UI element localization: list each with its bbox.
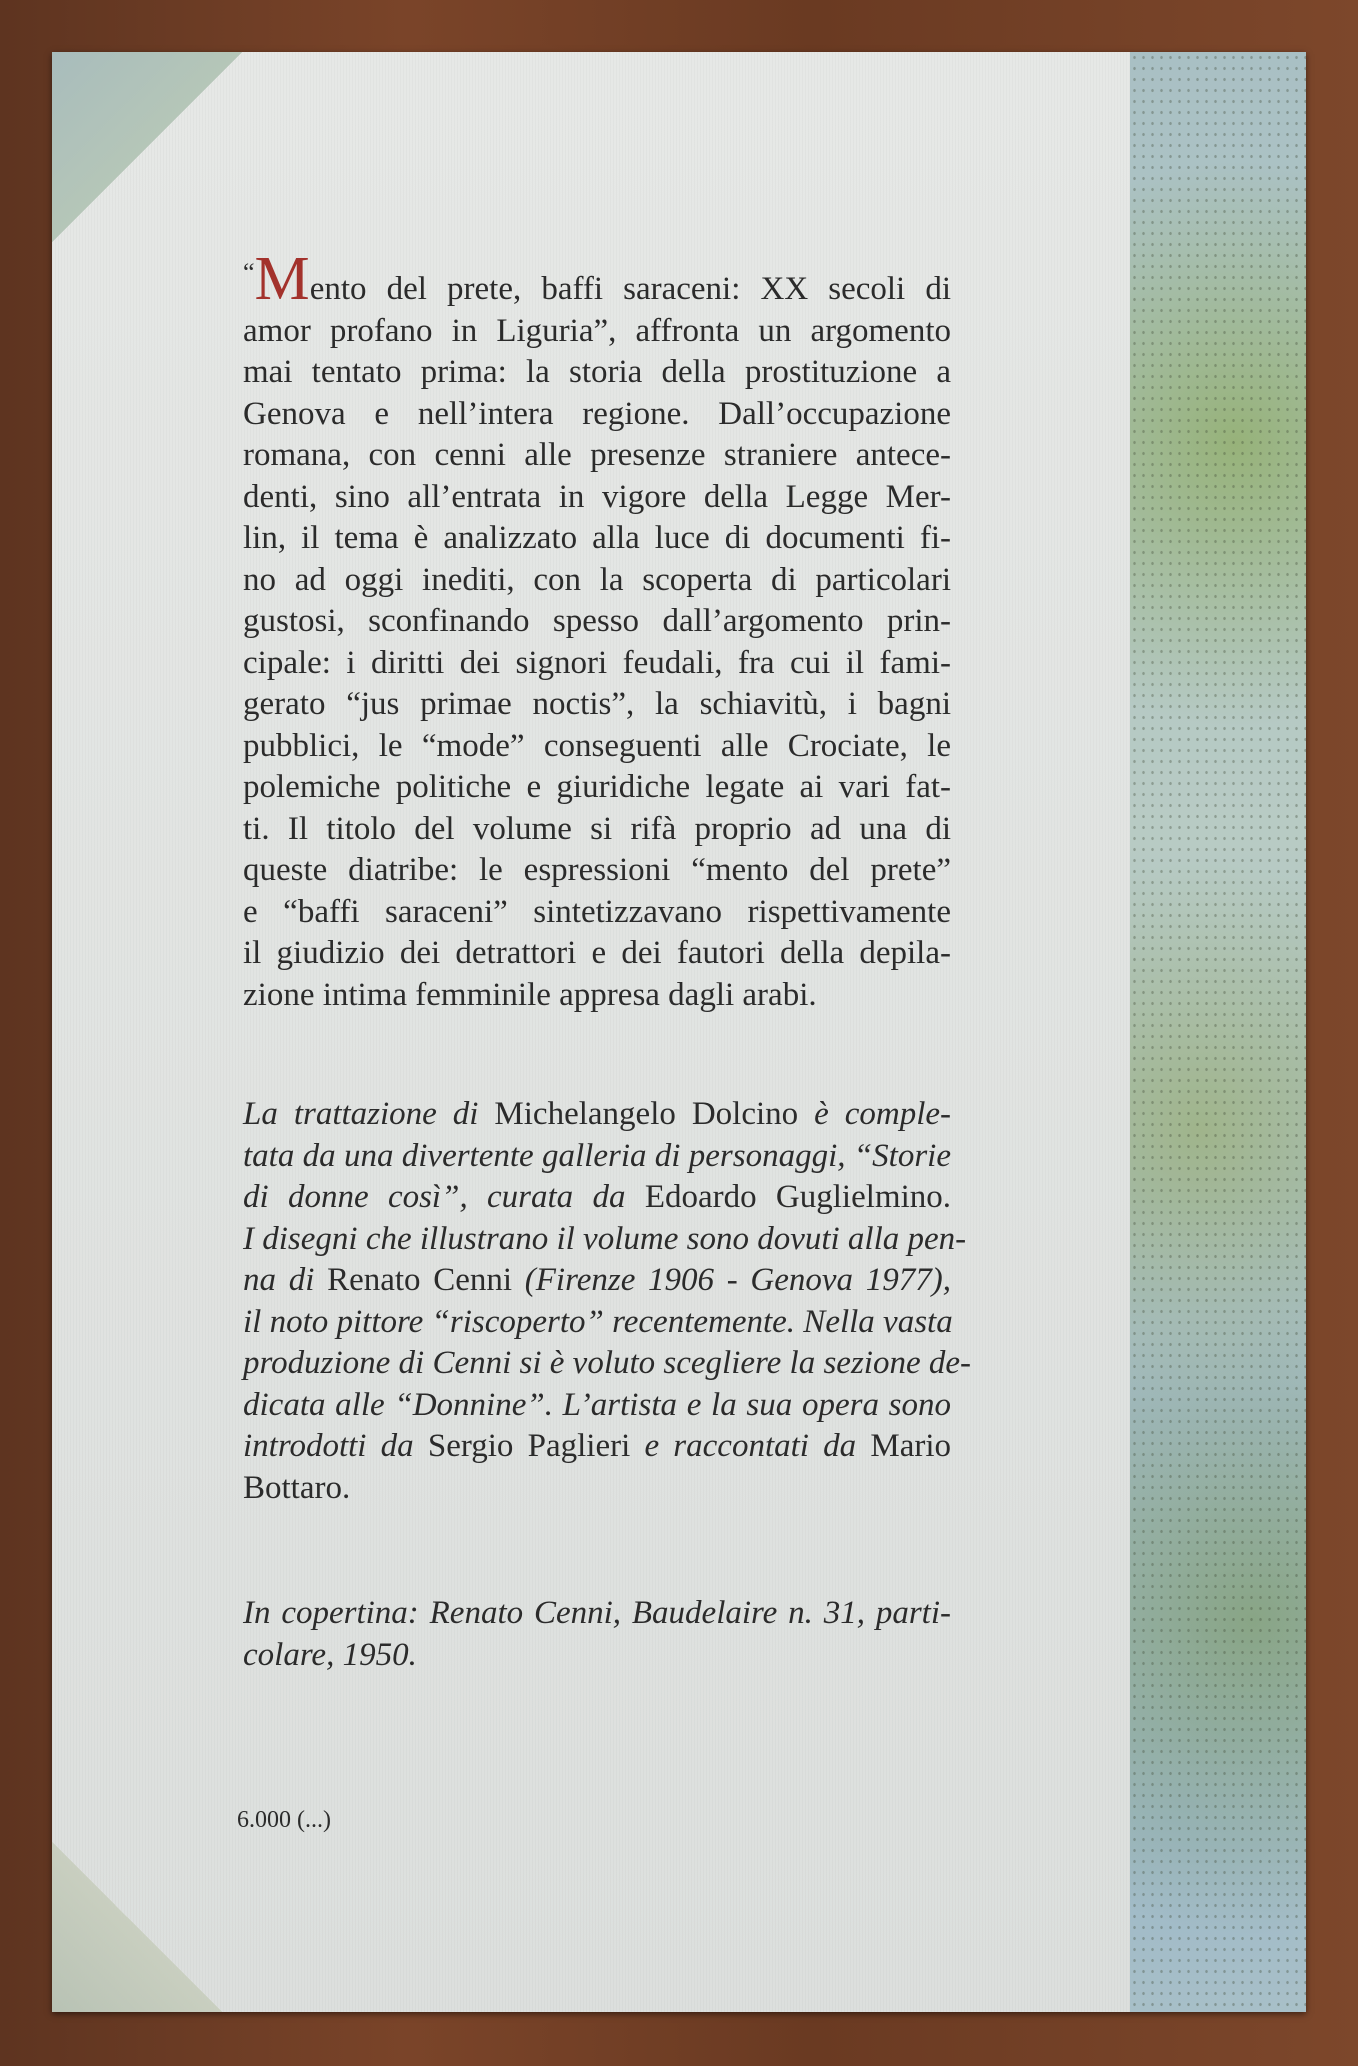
roman-text: Bottaro. [243, 1469, 351, 1506]
roman-text: romana, con cenni alle presenze straniere antece- [243, 437, 951, 473]
text-line [243, 767, 951, 809]
text-line [243, 435, 951, 477]
text-line [243, 1468, 951, 1510]
italic-text: colare, 1950. [243, 1636, 417, 1673]
text-line [243, 245, 951, 313]
text-line [243, 352, 951, 394]
roman-text: Renato Cenni [327, 1262, 525, 1298]
text-line [243, 1343, 971, 1385]
text-line [243, 1385, 951, 1427]
roman-text: polemiche politiche e giuridiche legate ai vari fat- [243, 769, 951, 805]
italic-text: tata da una divertente galleria di personaggi, “Storie [243, 1137, 951, 1174]
text-line [243, 1219, 967, 1261]
italic-text: (Firenze 1906 - Genova 1977), [524, 1262, 951, 1298]
text-line [243, 477, 951, 519]
italic-text: di donne così”, curata da [243, 1179, 645, 1215]
roman-text: Sergio Paglieri [427, 1428, 645, 1464]
italic-text: I disegni che illustrano il volume sono dovuti alla pen- [243, 1220, 967, 1257]
roman-text: ti. Il titolo del volume si rifà proprio ad una di [243, 810, 951, 847]
roman-text: denti, sino all’entrata in vigore della Legge Mer- [243, 478, 951, 515]
roman-text: Michelangelo Dolcino [494, 1096, 815, 1132]
text-line [243, 1302, 951, 1344]
italic-text: il noto pittore “riscoperto” recentemente. Nella vasta [243, 1303, 953, 1340]
roman-text: no ad oggi inediti, con la scoperta di particolari [243, 561, 951, 598]
text-line [243, 1260, 951, 1302]
italic-text: produzione di Cenni si è voluto scegliere la sezione de- [243, 1345, 971, 1381]
paragraph-synopsis [243, 245, 951, 1016]
corner-decoration-top-left [52, 52, 242, 242]
roman-text: il giudizio dei detrattori e dei fautori della depila- [243, 935, 951, 971]
roman-text: e “baffi saraceni” sintetizzavano rispettivamente [243, 893, 951, 930]
text-line [243, 809, 951, 851]
text-line [243, 1426, 951, 1468]
roman-text: gerato “jus primae noctis”, la schiavitù, i bagni [243, 686, 951, 722]
text-line [243, 1136, 951, 1178]
italic-text: La trattazione di [243, 1096, 495, 1132]
opening-quote: “ [243, 258, 255, 287]
text-line [243, 975, 951, 1017]
corner-decoration-bottom-left [52, 1842, 222, 2012]
roman-text: zione intima femminile appresa dagli arabi. [243, 976, 817, 1013]
text-line [243, 518, 951, 560]
text-line [243, 1635, 951, 1677]
text-line [243, 933, 951, 975]
roman-text: gustosi, sconfinando spesso dall’argomento prin- [243, 603, 951, 639]
text-line [243, 601, 951, 643]
paragraph-credits [243, 1094, 971, 1509]
roman-text: lin, il tema è analizzato alla luce di documenti fi- [243, 520, 951, 556]
text-line [243, 643, 951, 685]
blurb-text [243, 245, 971, 1676]
italic-text: introdotti da [243, 1428, 428, 1464]
text-line [243, 684, 951, 726]
text-line [243, 1593, 951, 1635]
book-back-cover [52, 52, 1306, 2012]
text-line [243, 560, 951, 602]
roman-text: cipale: i diritti dei signori feudali, fra cui il fami- [243, 644, 951, 681]
text-line [243, 892, 951, 934]
italic-text: na di [243, 1262, 328, 1298]
italic-text: è comple- [814, 1096, 952, 1132]
italic-text: dicata alle “Donnine”. L’artista e la sua opera sono [243, 1386, 951, 1423]
italic-text: In copertina: Renato Cenni, Baudelaire n. 31, parti- [243, 1595, 951, 1631]
roman-text: Genova e nell’intera regione. Dall’occupazione [243, 395, 951, 432]
roman-text: Mario [870, 1428, 952, 1464]
marbled-spine-strip [1130, 52, 1306, 2012]
roman-text: amor profano in Liguria”, affronta un argomento [243, 312, 951, 349]
roman-text: queste diatribe: le espressioni “mento del prete” [243, 852, 951, 888]
text-line [243, 311, 951, 353]
roman-text: mai tentato prima: la storia della prostituzione a [243, 354, 951, 390]
text-line [243, 726, 951, 768]
paragraph-cover-credit [243, 1593, 951, 1676]
roman-text: pubblici, le “mode” conseguenti alle Crociate, le [243, 727, 951, 764]
roman-text: Edoardo Guglielmino. [644, 1179, 951, 1215]
drop-cap: M [254, 245, 310, 313]
text-line [243, 394, 951, 436]
text-line [243, 1177, 951, 1219]
roman-text: ento del prete, baffi saraceni: XX secoli di [309, 271, 951, 307]
italic-text: e raccontati da [644, 1428, 871, 1464]
text-line [243, 1094, 951, 1136]
text-line [243, 850, 951, 892]
price: 6.000 (...) [237, 1807, 331, 1833]
